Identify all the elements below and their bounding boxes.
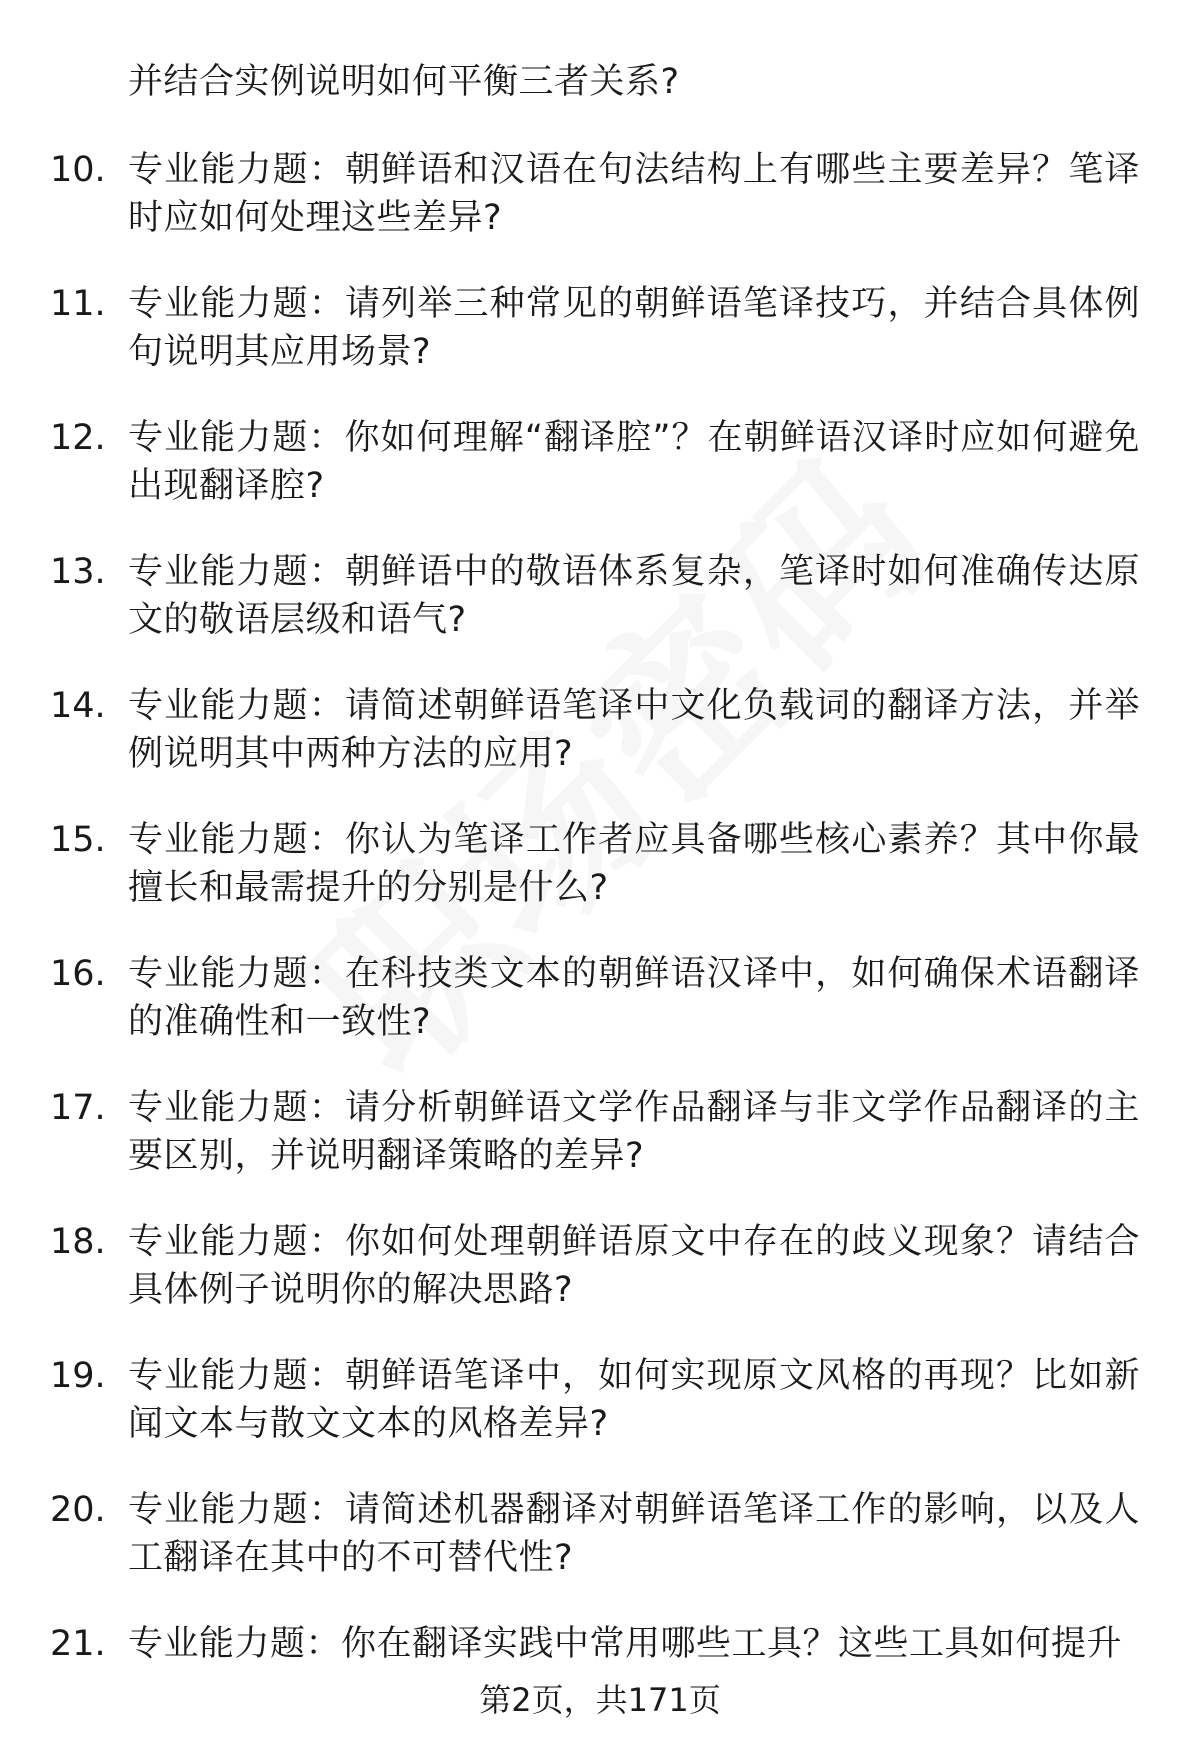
question-number: 13. bbox=[50, 552, 106, 592]
question-text: 专业能力题：请简述机器翻译对朝鲜语笔译工作的影响，以及人工翻译在其中的不可替代性? bbox=[128, 1490, 1140, 1578]
question-item bbox=[0, 682, 1200, 816]
question-number: 10. bbox=[50, 150, 106, 190]
question-item bbox=[0, 1218, 1200, 1352]
question-item bbox=[0, 1486, 1200, 1620]
question-number: 11. bbox=[50, 284, 106, 324]
question-text: 专业能力题：你认为笔译工作者应具备哪些核心素养？其中你最擅长和最需提升的分别是什么? bbox=[128, 820, 1140, 908]
question-number: 14. bbox=[50, 686, 106, 726]
question-number: 19. bbox=[50, 1356, 106, 1396]
question-number: 21. bbox=[50, 1624, 106, 1664]
question-item bbox=[0, 1352, 1200, 1486]
question-number: 15. bbox=[50, 820, 106, 860]
question-list bbox=[0, 146, 1200, 1754]
question-text: 专业能力题：在科技类文本的朝鲜语汉译中，如何确保术语翻译的准确性和一致性? bbox=[128, 954, 1140, 1042]
continuation-text: 并结合实例说明如何平衡三者关系? bbox=[128, 62, 680, 102]
question-item bbox=[0, 280, 1200, 414]
question-number: 12. bbox=[50, 418, 106, 458]
question-text: 专业能力题：请列举三种常见的朝鲜语笔译技巧，并结合具体例句说明其应用场景? bbox=[128, 284, 1140, 372]
question-number: 17. bbox=[50, 1088, 106, 1128]
question-text: 专业能力题：朝鲜语中的敬语体系复杂，笔译时如何准确传达原文的敬语层级和语气? bbox=[128, 552, 1140, 640]
question-text: 专业能力题：请分析朝鲜语文学作品翻译与非文学作品翻译的主要区别，并说明翻译策略的差异? bbox=[128, 1088, 1140, 1176]
question-text: 专业能力题：你如何理解“翻译腔”？在朝鲜语汉译时应如何避免出现翻译腔? bbox=[128, 418, 1140, 506]
question-item bbox=[0, 816, 1200, 950]
question-text: 专业能力题：你在翻译实践中常用哪些工具？这些工具如何提升 bbox=[128, 1624, 1123, 1664]
question-number: 18. bbox=[50, 1222, 106, 1262]
question-item bbox=[0, 1084, 1200, 1218]
question-item bbox=[0, 548, 1200, 682]
question-text: 专业能力题：请简述朝鲜语笔译中文化负载词的翻译方法，并举例说明其中两种方法的应用? bbox=[128, 686, 1140, 774]
question-number: 16. bbox=[50, 954, 106, 994]
question-item bbox=[0, 414, 1200, 548]
question-text: 专业能力题：你如何处理朝鲜语原文中存在的歧义现象？请结合具体例子说明你的解决思路? bbox=[128, 1222, 1140, 1310]
question-text: 专业能力题：朝鲜语笔译中，如何实现原文风格的再现？比如新闻文本与散文文本的风格差异? bbox=[128, 1356, 1140, 1444]
page-footer: 第2页，共171页 bbox=[479, 1681, 721, 1719]
question-number: 20. bbox=[50, 1490, 106, 1530]
question-item bbox=[0, 950, 1200, 1084]
question-item bbox=[0, 146, 1200, 280]
question-text: 专业能力题：朝鲜语和汉语在句法结构上有哪些主要差异？笔译时应如何处理这些差异? bbox=[128, 150, 1140, 238]
